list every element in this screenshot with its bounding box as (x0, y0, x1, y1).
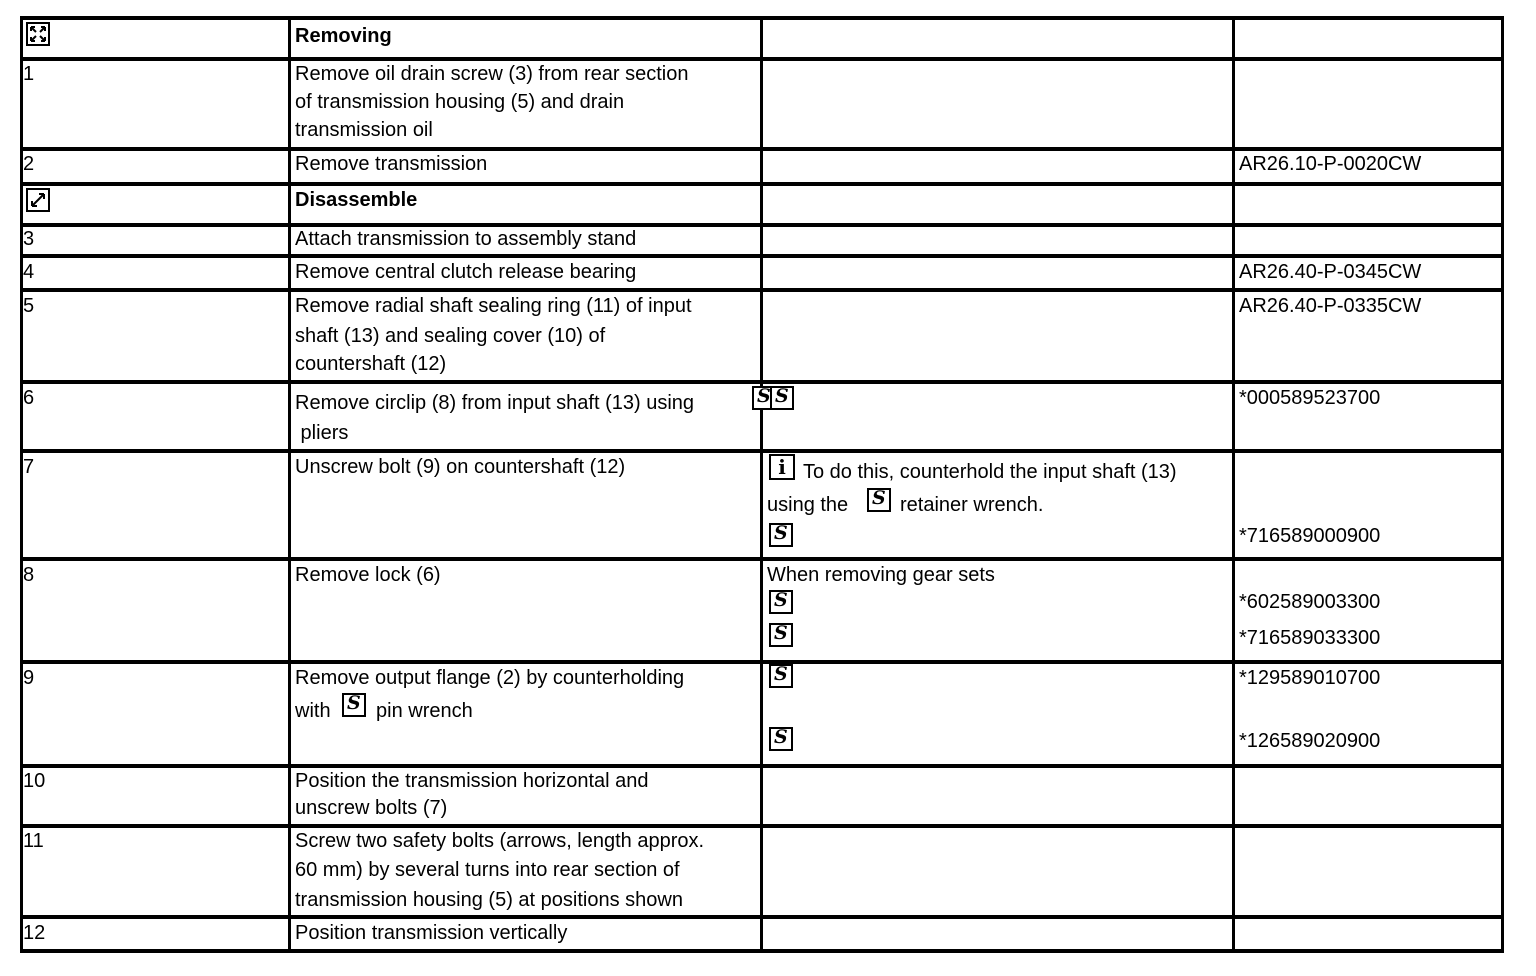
step-number: 8 (23, 564, 35, 586)
disassemble-icon (26, 188, 50, 212)
special-tool-icon[interactable] (770, 386, 794, 410)
table-rule (1232, 16, 1235, 952)
step-number: 9 (23, 667, 35, 689)
step-text: Attach transmission to assembly stand (295, 228, 637, 250)
step-number: 5 (23, 295, 35, 317)
step-text: pin wrench (376, 700, 473, 722)
special-tool-icon[interactable] (867, 488, 891, 512)
step-text: Unscrew bolt (9) on countershaft (12) (295, 456, 626, 478)
tool-part-number: *602589003300 (1239, 591, 1381, 613)
info-icon: i (769, 454, 795, 480)
step-text: Remove output flange (2) by counterholding (295, 667, 685, 689)
table-rule (288, 16, 291, 952)
special-tool-icon[interactable] (769, 623, 793, 647)
special-tool-icon[interactable] (769, 523, 793, 547)
step-number: 3 (23, 228, 35, 250)
step-text: unscrew bolts (7) (295, 797, 448, 819)
step-text: Remove circlip (8) from input shaft (13) using (295, 392, 695, 414)
step-text: transmission housing (5) at positions shown (295, 889, 683, 911)
special-tool-icon[interactable] (769, 664, 793, 688)
step-number: 10 (23, 770, 46, 792)
tool-part-number: *000589523700 (1239, 387, 1381, 409)
special-tool-icon[interactable] (769, 727, 793, 751)
reference-link[interactable]: AR26.40-P-0345CW (1239, 261, 1422, 283)
reference-link[interactable]: AR26.40-P-0335CW (1239, 295, 1422, 317)
step-number: 7 (23, 456, 35, 478)
step-text: Remove oil drain screw (3) from rear section (295, 63, 689, 85)
step-text: Remove transmission (295, 153, 488, 175)
tool-part-number: *129589010700 (1239, 667, 1381, 689)
step-text: countershaft (12) (295, 353, 447, 375)
section-title-removing: Removing (295, 25, 392, 47)
step-number: 12 (23, 922, 46, 944)
step-text: Screw two safety bolts (arrows, length approx. (295, 830, 705, 852)
step-text: Position transmission vertically (295, 922, 568, 944)
step-text: pliers (295, 422, 349, 444)
step-text: of transmission housing (5) and drain (295, 91, 625, 113)
tool-part-number: *126589020900 (1239, 730, 1381, 752)
step-number: 6 (23, 387, 35, 409)
step-text: Remove central clutch release bearing (295, 261, 637, 283)
tool-part-number: *716589033300 (1239, 627, 1381, 649)
table-rule (760, 16, 763, 952)
step-number: 11 (23, 830, 44, 852)
note-text: using the (767, 494, 849, 516)
tool-part-number: *716589000900 (1239, 525, 1381, 547)
step-text: Remove radial shaft sealing ring (11) of input (295, 295, 692, 317)
note-text: retainer wrench. (900, 494, 1044, 516)
step-text: transmission oil (295, 119, 433, 141)
special-tool-icon[interactable] (769, 590, 793, 614)
step-text: with (295, 700, 331, 722)
special-tool-icon[interactable] (342, 693, 366, 717)
section-title-disassemble: Disassemble (295, 189, 418, 211)
reference-link[interactable]: AR26.10-P-0020CW (1239, 153, 1422, 175)
step-number: 4 (23, 261, 35, 283)
step-text: Position the transmission horizontal and (295, 770, 649, 792)
step-number: 2 (23, 153, 35, 175)
note-text: When removing gear sets (767, 564, 995, 586)
step-text: 60 mm) by several turns into rear section of (295, 859, 680, 881)
removing-icon (26, 22, 50, 46)
step-text: shaft (13) and sealing cover (10) of (295, 325, 606, 347)
step-text: Remove lock (6) (295, 564, 441, 586)
note-text: To do this, counterhold the input shaft (13) (803, 461, 1177, 483)
step-number: 1 (23, 63, 35, 85)
table-rule (1501, 16, 1504, 952)
